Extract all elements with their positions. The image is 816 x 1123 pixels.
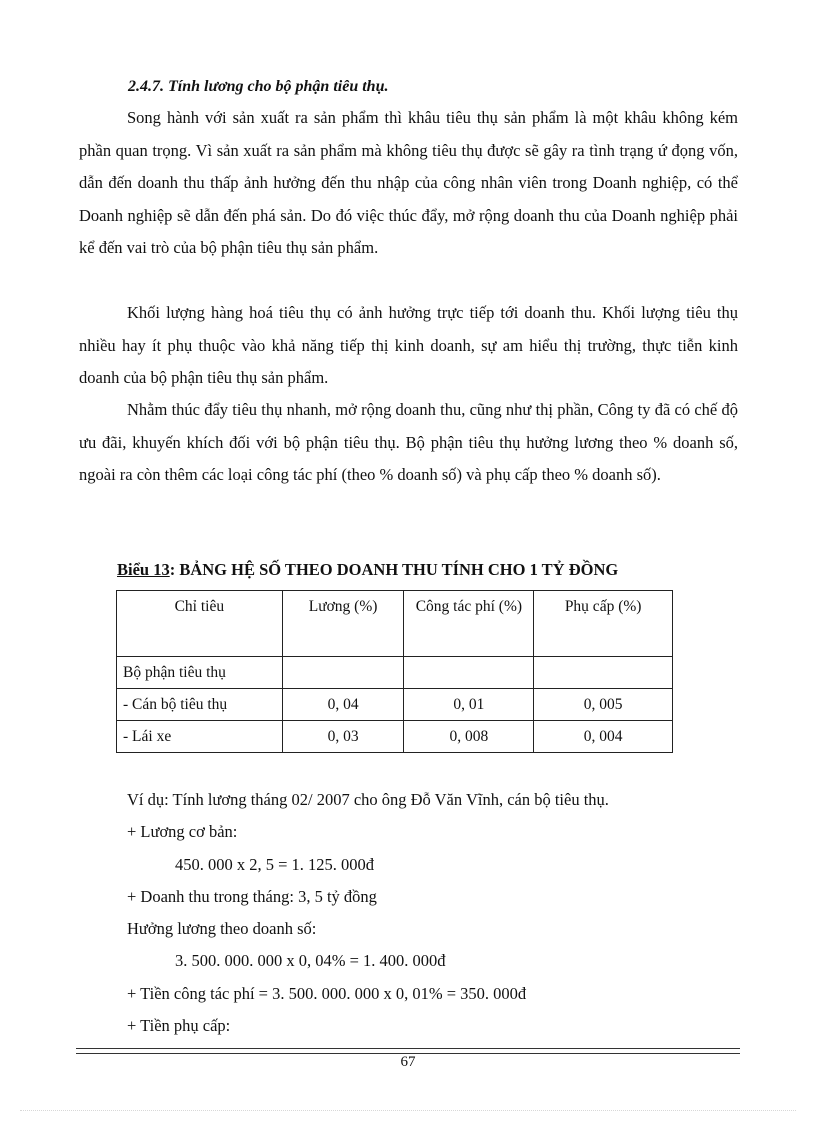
table-caption bbox=[117, 560, 618, 580]
table-cell: 0, 008 bbox=[404, 721, 534, 753]
table-cell: - Lái xe bbox=[117, 721, 283, 753]
base-salary-label: + Lương cơ bản: bbox=[127, 822, 238, 841]
table-row bbox=[117, 689, 673, 721]
table-row bbox=[117, 721, 673, 753]
table-cell: 0, 01 bbox=[404, 689, 534, 721]
revenue-salary-label: Hưởng lương theo doanh số: bbox=[127, 919, 317, 938]
header-cell: Lương (%) bbox=[282, 591, 404, 657]
table-cell bbox=[282, 657, 404, 689]
travel-allowance-line: + Tiền công tác phí = 3. 500. 000. 000 x 0, 01% = 350. 000đ bbox=[127, 984, 527, 1003]
header-cell: Phụ cấp (%) bbox=[534, 591, 673, 657]
section-heading: 2.4.7. Tính lương cho bộ phận tiêu thụ. bbox=[128, 78, 389, 95]
page-number: 67 bbox=[400, 1054, 416, 1070]
table-caption-title: : BẢNG HỆ SỐ THEO DOANH THU TÍNH CHO 1 TỶ ĐỒNG bbox=[169, 560, 619, 579]
allowance-label: + Tiền phụ cấp: bbox=[127, 1016, 231, 1035]
paragraph-1: Song hành với sản xuất ra sản phẩm thì khâu tiêu thụ sản phẩm là một khâu không kém phần quan trọng. Vì sản xuất ra sản phẩm mà không tiêu thụ được sẽ gây ra tình trạng ứ đọng vốn, dẫn đến doanh thu thấp ảnh hưởng đến thu nhập của công nhân viên trong Doanh nghiệp, có thể Doanh nghiệp sẽ dẫn đến phá sản. Do đó việc thúc đẩy, mở rộng doanh thu của Doanh nghiệp phải kể đến vai trò của bộ phận tiêu thụ sản phẩm. bbox=[79, 108, 738, 257]
paragraph-2: Khối lượng hàng hoá tiêu thụ có ảnh hưởng trực tiếp tới doanh thu. Khối lượng tiêu thụ nhiều hay ít phụ thuộc vào khả năng tiếp thị kinh doanh, sự am hiểu thị trường, thực tiễn kinh doanh của bộ phận tiêu thụ sản phẩm. bbox=[79, 303, 738, 387]
table-cell bbox=[534, 657, 673, 689]
table-cell: Bộ phận tiêu thụ bbox=[117, 657, 283, 689]
coefficient-table bbox=[116, 590, 673, 753]
table-header-row bbox=[117, 591, 673, 657]
table-cell: 0, 04 bbox=[282, 689, 404, 721]
table-row bbox=[117, 657, 673, 689]
table-cell: 0, 005 bbox=[534, 689, 673, 721]
revenue-line: + Doanh thu trong tháng: 3, 5 tỷ đồng bbox=[127, 887, 377, 906]
paragraph-3: Nhằm thúc đẩy tiêu thụ nhanh, mở rộng doanh thu, cũng như thị phần, Công ty đã có chế độ ưu đãi, khuyến khích đối với bộ phận tiêu thụ. Bộ phận tiêu thụ hưởng lương theo % doanh số, ngoài ra còn thêm các loại công tác phí (theo % doanh số) và phụ cấp theo % doanh số). bbox=[79, 400, 738, 484]
header-cell: Công tác phí (%) bbox=[404, 591, 534, 657]
header-cell: Chỉ tiêu bbox=[117, 591, 283, 657]
table-caption-label: Biểu 13 bbox=[117, 560, 170, 579]
revenue-salary-calc: 3. 500. 000. 000 x 0, 04% = 1. 400. 000đ bbox=[175, 951, 446, 970]
table-cell bbox=[404, 657, 534, 689]
page-bottom-dotted-line bbox=[20, 1110, 796, 1111]
example-intro: Ví dụ: Tính lương tháng 02/ 2007 cho ông Đỗ Văn Vĩnh, cán bộ tiêu thụ. bbox=[127, 790, 609, 809]
table-cell: 0, 03 bbox=[282, 721, 404, 753]
table-cell: - Cán bộ tiêu thụ bbox=[117, 689, 283, 721]
base-salary-calc: 450. 000 x 2, 5 = 1. 125. 000đ bbox=[175, 855, 375, 874]
table-cell: 0, 004 bbox=[534, 721, 673, 753]
